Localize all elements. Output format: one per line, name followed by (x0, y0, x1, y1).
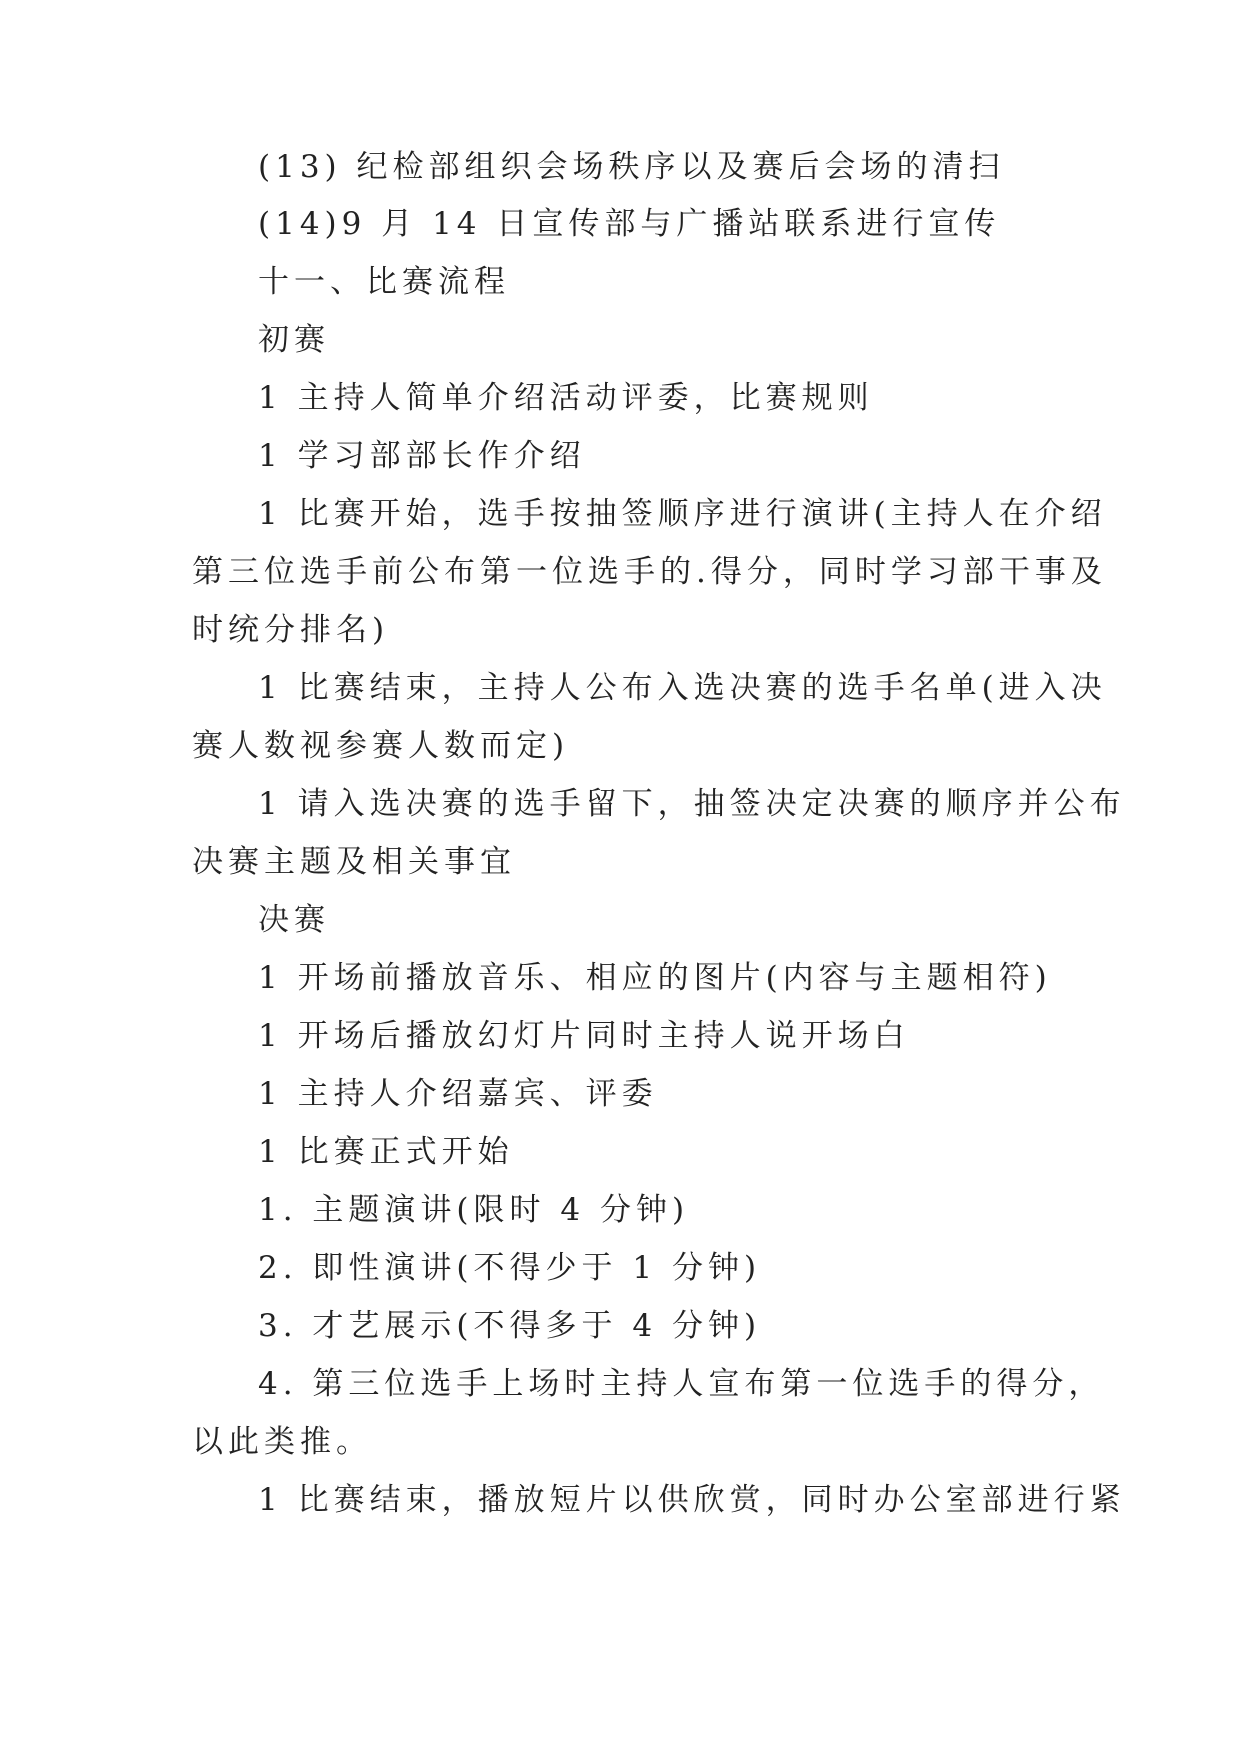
text-line: (14)9 月 14 日宣传部与广播站联系进行宣传 (258, 206, 1001, 242)
text-line: 第三位选手前公布第一位选手的.得分，同时学习部干事及 (192, 554, 1107, 590)
text-line: 1 比赛开始，选手按抽签顺序进行演讲(主持人在介绍 (258, 496, 1107, 532)
text-line: 1 开场后播放幻灯片同时主持人说开场白 (258, 1018, 910, 1054)
section-heading: 十一、比赛流程 (258, 264, 510, 300)
text-line: 决赛主题及相关事宜 (192, 844, 516, 880)
text-line: 以此类推。 (192, 1424, 372, 1460)
text-line: 1 开场前播放音乐、相应的图片(内容与主题相符) (258, 960, 1052, 996)
subsection-heading: 决赛 (258, 902, 330, 938)
text-line: 1 请入选决赛的选手留下，抽签决定决赛的顺序并公布 (258, 786, 1126, 822)
text-line: 3. 才艺展示(不得多于 4 分钟) (258, 1308, 762, 1344)
text-line: 时统分排名) (192, 612, 390, 648)
text-line: (13) 纪检部组织会场秩序以及赛后会场的清扫 (258, 149, 1005, 185)
text-line: 1 主持人介绍嘉宾、评委 (258, 1076, 658, 1112)
text-line: 4. 第三位选手上场时主持人宣布第一位选手的得分， (258, 1366, 1105, 1402)
text-line: 1 主持人简单介绍活动评委，比赛规则 (258, 380, 874, 416)
text-line: 1 比赛正式开始 (258, 1134, 514, 1170)
text-line: 1 比赛结束，主持人公布入选决赛的选手名单(进入决 (258, 670, 1107, 706)
text-line: 2. 即性演讲(不得少于 1 分钟) (258, 1250, 762, 1286)
subsection-heading: 初赛 (258, 322, 330, 358)
text-line: 1 学习部部长作介绍 (258, 438, 586, 474)
text-line: 1 比赛结束，播放短片以供欣赏，同时办公室部进行紧 (258, 1482, 1126, 1518)
text-line: 1. 主题演讲(限时 4 分钟) (258, 1192, 690, 1228)
text-line: 赛人数视参赛人数而定) (192, 728, 570, 764)
